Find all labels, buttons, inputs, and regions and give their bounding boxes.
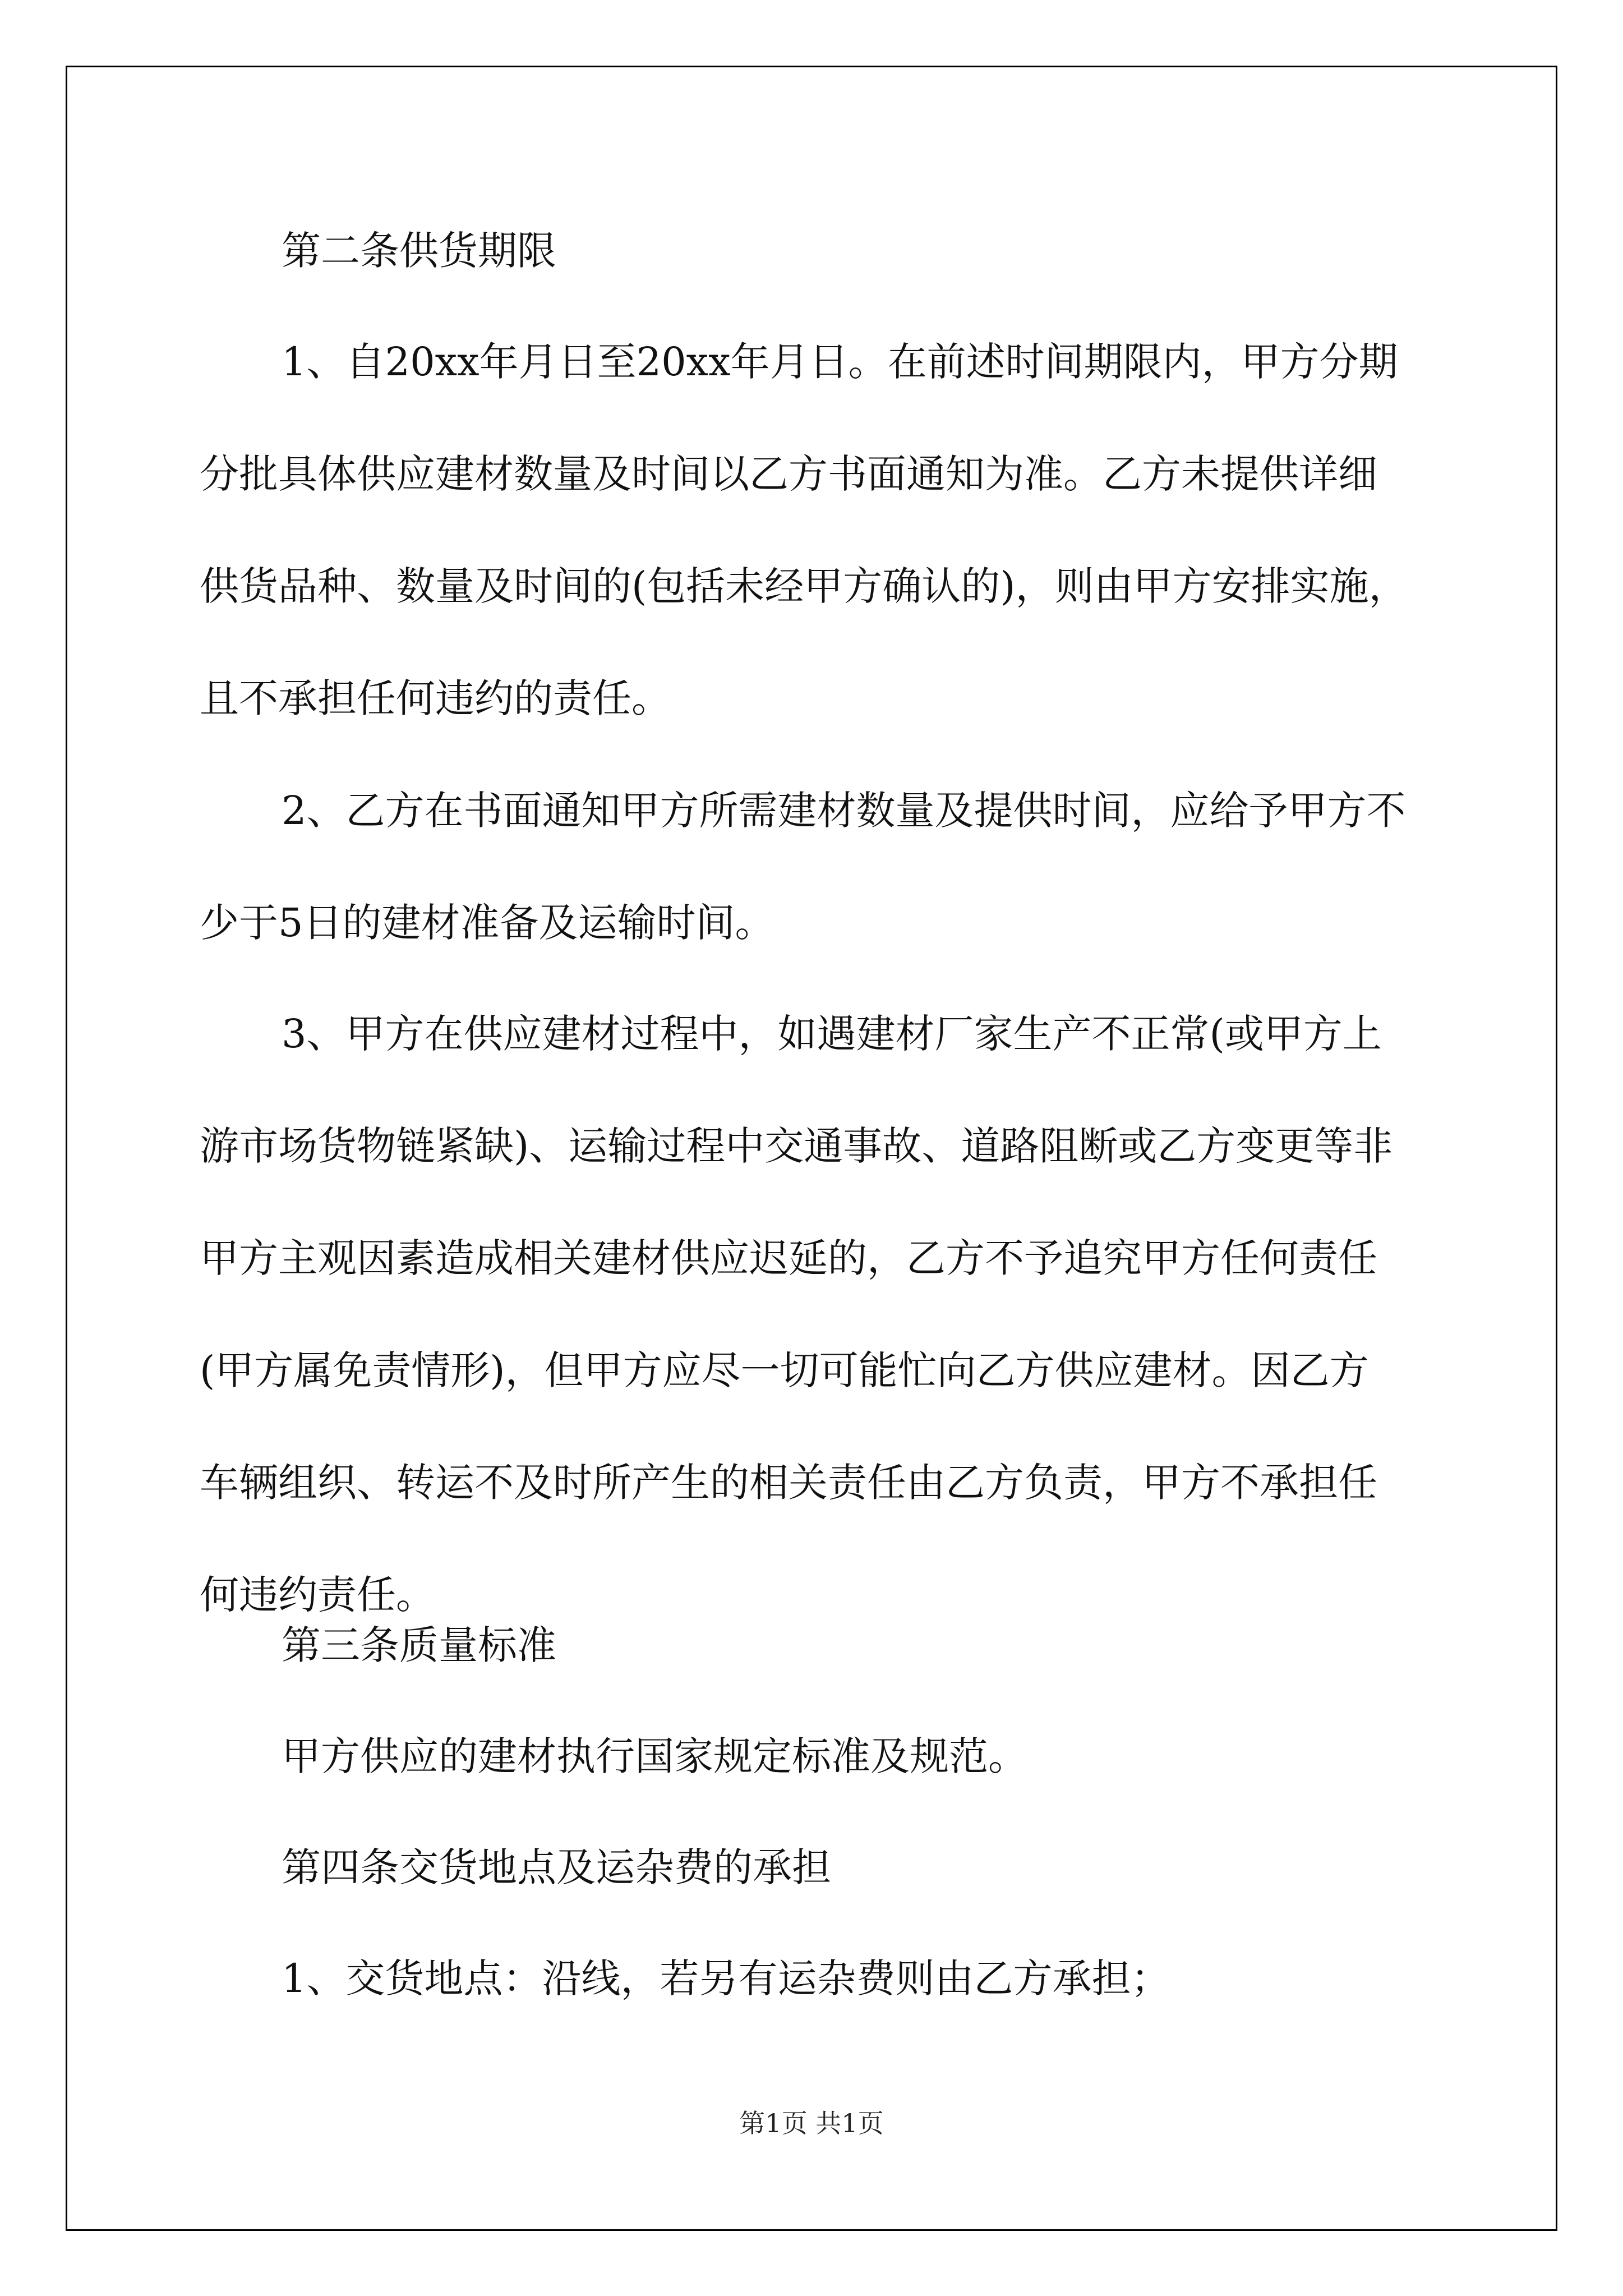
article2-item3-line: (甲方属免责情形)，但甲方应尽一切可能忙向乙方供应建材。因乙方 <box>200 1347 1369 1393</box>
article4-item1-line: 1、交货地点：沿线，若另有运杂费则由乙方承担； <box>282 1955 1170 2001</box>
article2-item1-line: 且不承担任何违约的责任。 <box>200 675 671 721</box>
page-footer: 第1页 共1页 <box>739 2108 884 2138</box>
article2-item3-line: 游市场货物链紧缺)、运输过程中交通事故、道路阻断或乙方变更等非 <box>200 1123 1393 1169</box>
article2-item3-line: 甲方主观因素造成相关建材供应迟延的，乙方不予追究甲方任何责任 <box>200 1235 1377 1281</box>
article2-item1-line: 1、自20xx年月日至20xx年月日。在前述时间期限内，甲方分期 <box>282 339 1398 385</box>
article2-item1-line: 供货品种、数量及时间的(包括未经甲方确认的)，则由甲方安排实施， <box>200 563 1408 609</box>
article2-item2-line: 少于5日的建材准备及运输时间。 <box>200 900 774 946</box>
article2-item1-line: 分批具体供应建材数量及时间以乙方书面通知为准。乙方未提供详细 <box>200 451 1377 497</box>
heading-2-line: 第二条供货期限 <box>282 228 556 274</box>
article2-item2-line: 2、乙方在书面通知甲方所需建材数量及提供时间，应给予甲方不 <box>282 788 1406 834</box>
heading-3-line: 第三条质量标准 <box>282 1622 556 1668</box>
heading-4-line: 第四条交货地点及运杂费的承担 <box>282 1844 831 1890</box>
article3-body-line: 甲方供应的建材执行国家规定标准及规范。 <box>282 1733 1027 1779</box>
article2-item3-line: 车辆组织、转运不及时所产生的相关责任由乙方负责，甲方不承担任 <box>200 1460 1377 1506</box>
article2-item3-line: 何违约责任。 <box>200 1572 435 1618</box>
article2-item3-line: 3、甲方在供应建材过程中，如遇建材厂家生产不正常(或甲方上 <box>282 1011 1382 1057</box>
